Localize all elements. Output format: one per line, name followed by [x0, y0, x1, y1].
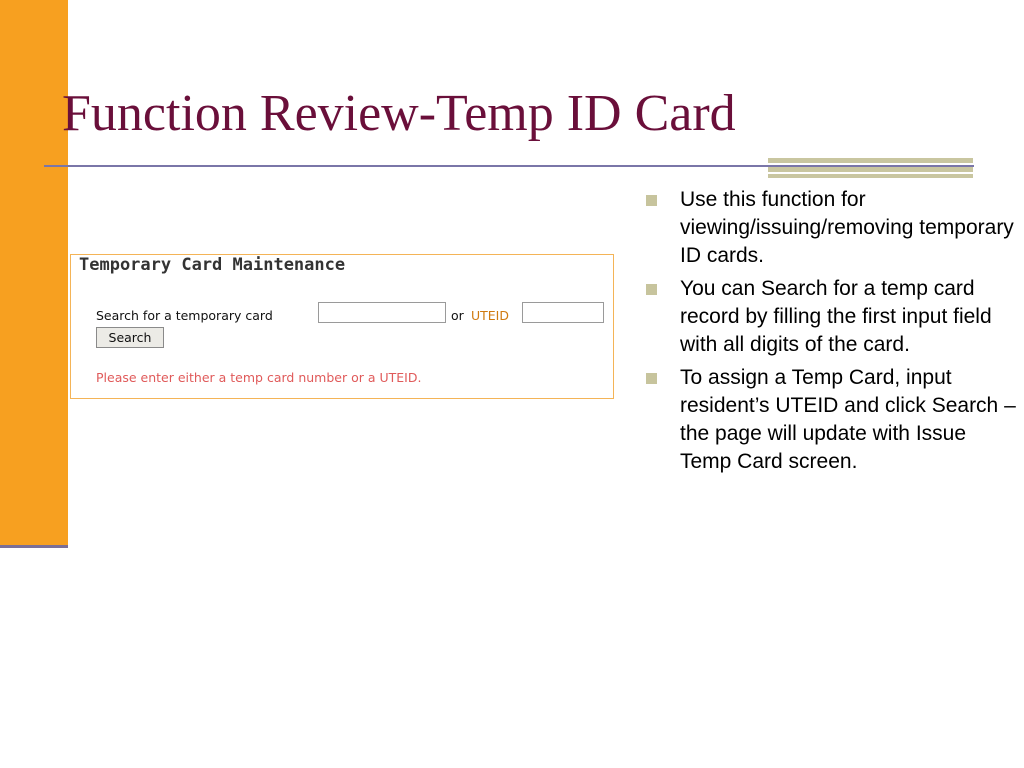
list-item	[646, 186, 1018, 270]
accent-stripe	[768, 158, 973, 163]
accent-stripe	[768, 167, 973, 172]
bullet-list	[646, 186, 1018, 481]
bullet-text: You can Search for a temp card record by filling the first input field with all digits of the card.	[680, 277, 992, 356]
list-item	[646, 275, 1018, 359]
temporary-card-maintenance-panel	[70, 254, 614, 399]
search-card-label: Search for a temporary card	[96, 308, 273, 323]
title-accent-stripes	[768, 158, 973, 180]
temp-card-number-input[interactable]	[318, 302, 446, 323]
left-accent-bar-underline	[0, 545, 68, 548]
left-accent-bar	[0, 0, 68, 545]
uteid-input[interactable]	[522, 302, 604, 323]
uteid-label: UTEID	[471, 308, 509, 323]
or-label: or	[451, 308, 464, 323]
square-bullet-icon	[646, 284, 657, 295]
error-message: Please enter either a temp card number or a UTEID.	[96, 370, 422, 385]
square-bullet-icon	[646, 195, 657, 206]
accent-stripe	[768, 174, 973, 178]
bullet-text: To assign a Temp Card, input resident’s UTEID and click Search – the page will update with Issue Temp Card screen.	[680, 366, 1016, 473]
bullet-text: Use this function for viewing/issuing/removing temporary ID cards.	[680, 188, 1014, 267]
panel-title: Temporary Card Maintenance	[79, 255, 346, 275]
slide-title: Function Review-Temp ID Card	[62, 85, 736, 142]
square-bullet-icon	[646, 373, 657, 384]
list-item	[646, 364, 1018, 476]
search-button[interactable]: Search	[96, 327, 164, 348]
